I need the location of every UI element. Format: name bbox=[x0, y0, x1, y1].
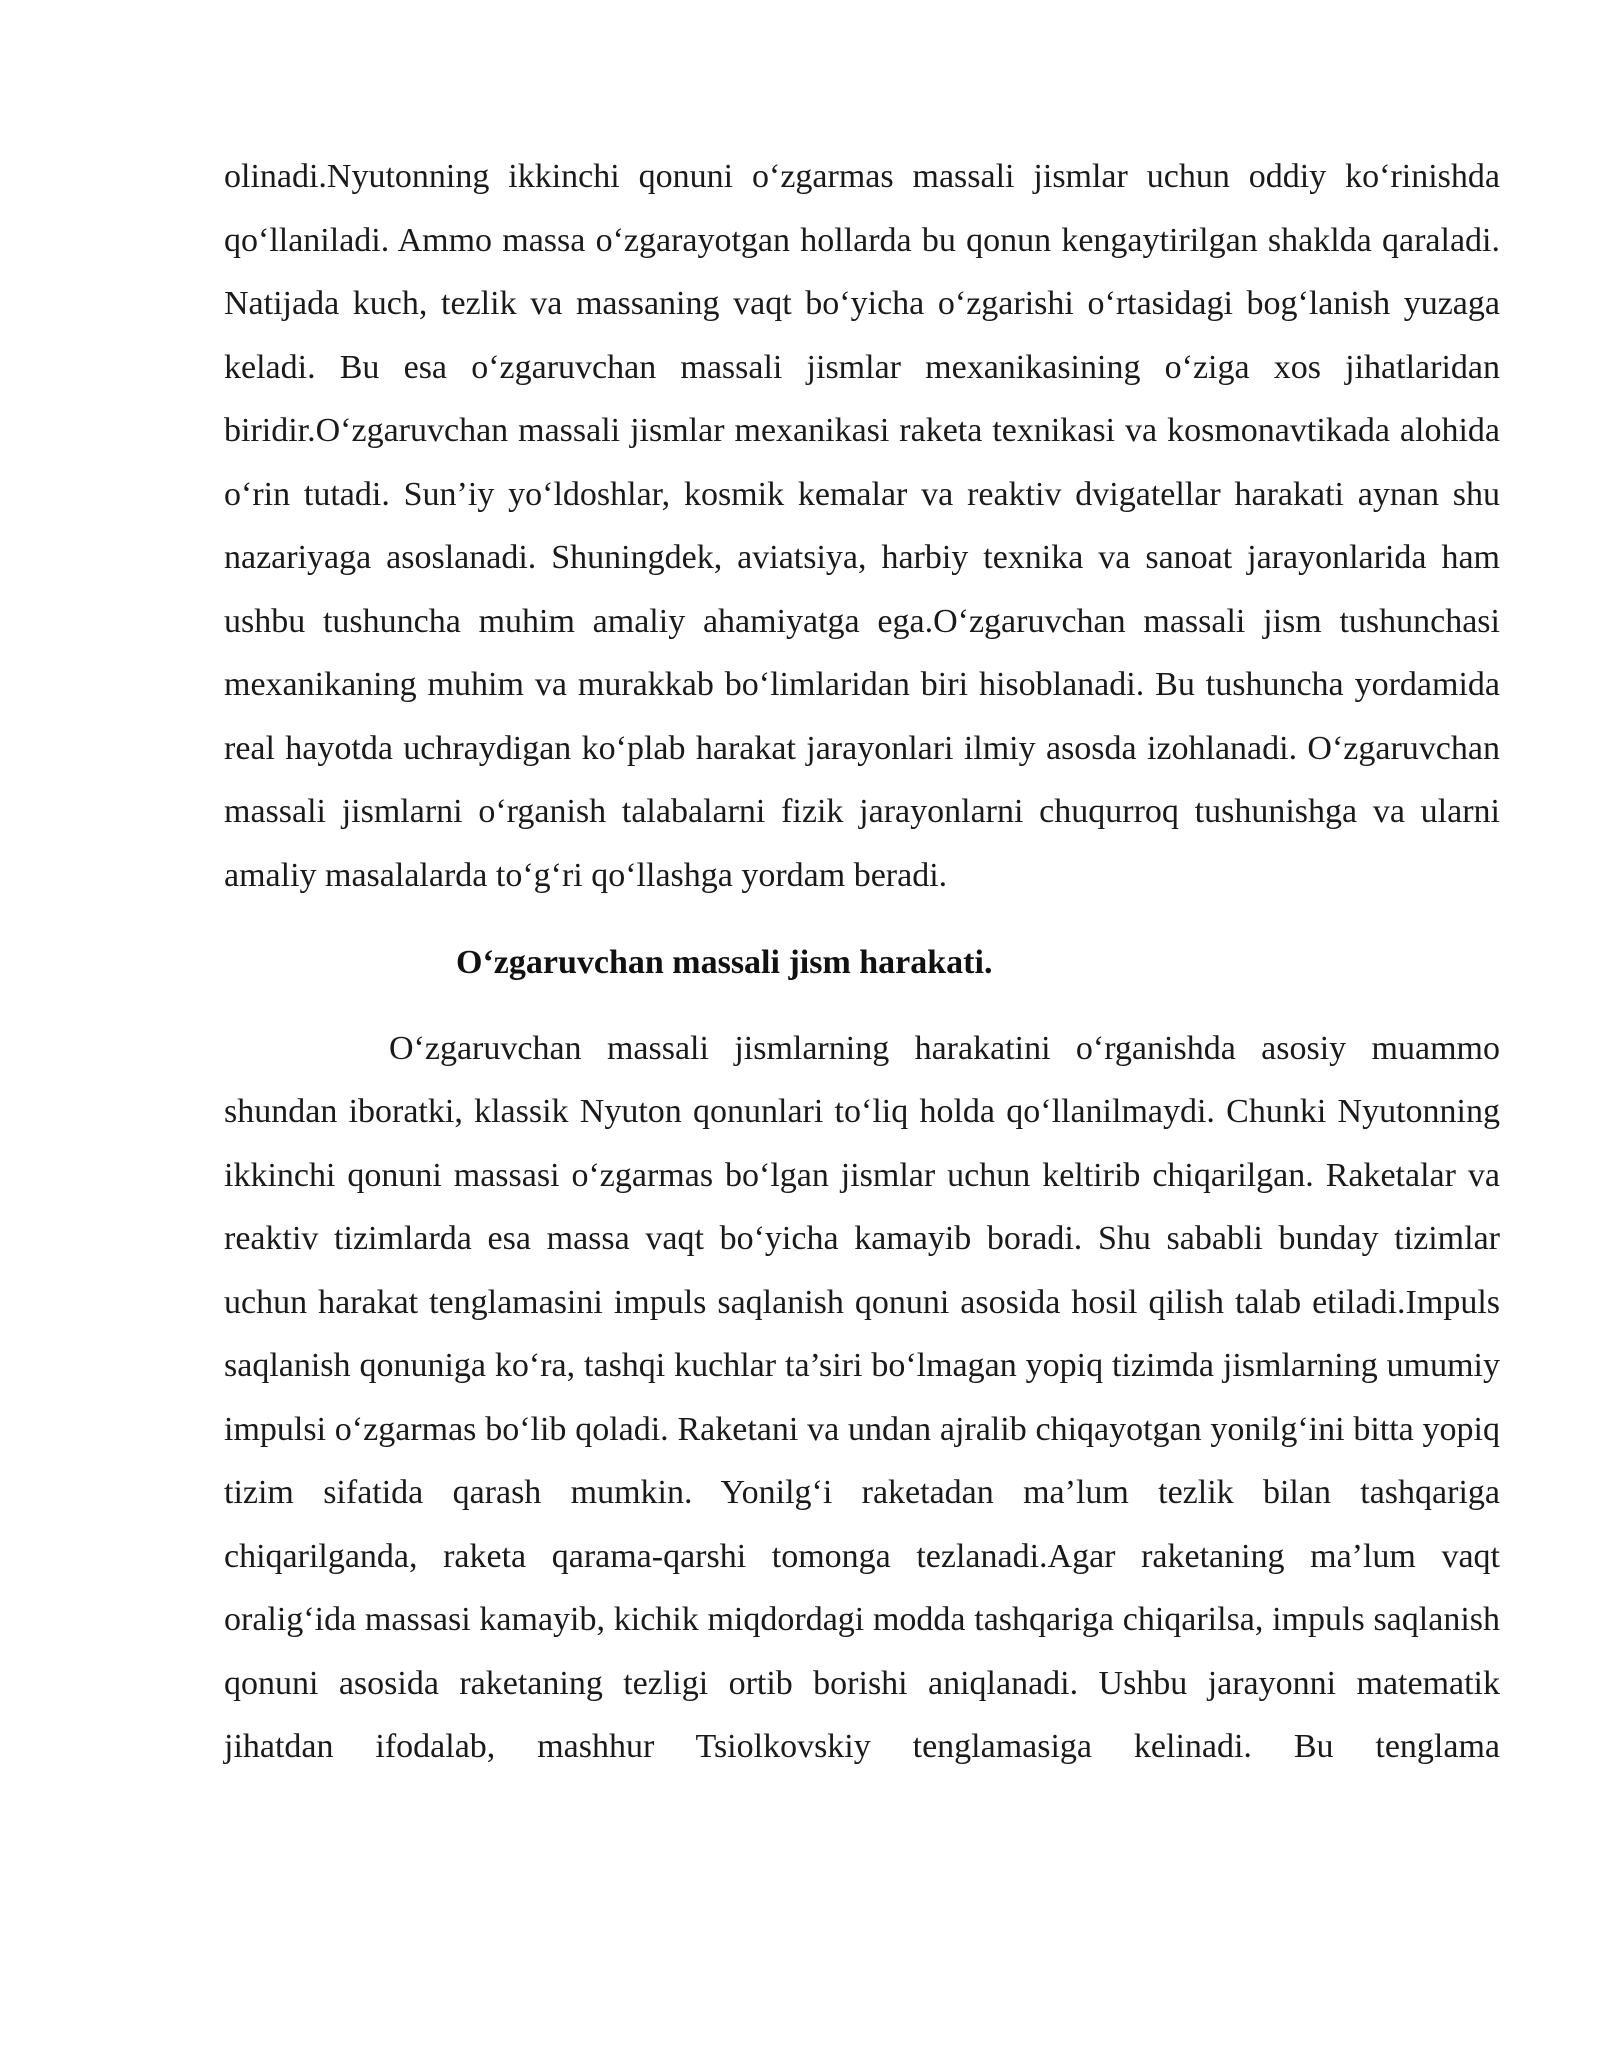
section-heading: O‘zgaruvchan massali jism harakati. bbox=[456, 944, 993, 981]
document-body bbox=[224, 145, 1500, 1779]
body-paragraph-2: O‘zgaruvchan massali jismlarning harakatini o‘rganishda asosiy muammo shundan iboratki, klassik Nyuton qonunlari to‘liq holda qo‘llanilmaydi. Chunki Nyutonning ikkinchi qonuni massasi o‘zgarmas bo‘lgan jismlar uchun keltirib chiqarilgan. Raketalar va reaktiv tizimlarda esa massa vaqt bo‘yicha kamayib boradi. Shu sababli bunday tizimlar uchun harakat tenglamasini impuls saqlanish qonuni asosida hosil qilish talab etiladi.Impuls saqlanish qonuniga ko‘ra, tashqi kuchlar ta’siri bo‘lmagan yopiq tizimda jismlarning umumiy impulsi o‘zgarmas bo‘lib qoladi. Raketani va undan ajralib chiqayotgan yonilg‘ini bitta yopiq tizim sifatida qarash mumkin. Yonilg‘i raketadan ma’lum tezlik bilan tashqariga chiqarilganda, raketa qarama-qarshi tomonga tezlanadi.Agar raketaning ma’lum vaqt oralig‘ida massasi kamayib, kichik miqdordagi modda tashqariga chiqarilsa, impuls saqlanish qonuni asosida raketaning tezligi ortib borishi aniqlanadi. Ushbu jarayonni matematik jihatdan ifodalab, mashhur Tsiolkovskiy tenglamasiga kelinadi. Bu tenglama bbox=[224, 1029, 1500, 1765]
body-paragraph-1: olinadi.Nyutonning ikkinchi qonuni o‘zgarmas massali jismlar uchun oddiy ko‘rinishda qo‘llaniladi. Ammo massa o‘zgarayotgan hollarda bu qonun kengaytirilgan shaklda qaraladi. Natijada kuch, tezlik va massaning vaqt bo‘yicha o‘zgarishi o‘rtasidagi bog‘lanish yuzaga keladi. Bu esa o‘zgaruvchan massali jismlar mexanikasining o‘ziga xos jihatlaridan biridir.O‘zgaruvchan massali jismlar mexanikasi raketa texnikasi va kosmonavtikada alohida o‘rin tutadi. Sun’iy yo‘ldoshlar, kosmik kemalar va reaktiv dvigatellar harakati aynan shu nazariyaga asoslanadi. Shuningdek, aviatsiya, harbiy texnika va sanoat jarayonlarida ham ushbu tushuncha muhim amaliy ahamiyatga ega.O‘zgaruvchan massali jism tushunchasi mexanikaning muhim va murakkab bo‘limlaridan biri hisoblanadi. Bu tushuncha yordamida real hayotda uchraydigan ko‘plab harakat jarayonlari ilmiy asosda izohlanadi. O‘zgaruvchan massali jismlarni o‘rganish talabalarni fizik jarayonlarni chuqurroq tushunishga va ularni amaliy masalalarda to‘g‘ri qo‘llashga yordam beradi. bbox=[224, 158, 1500, 894]
